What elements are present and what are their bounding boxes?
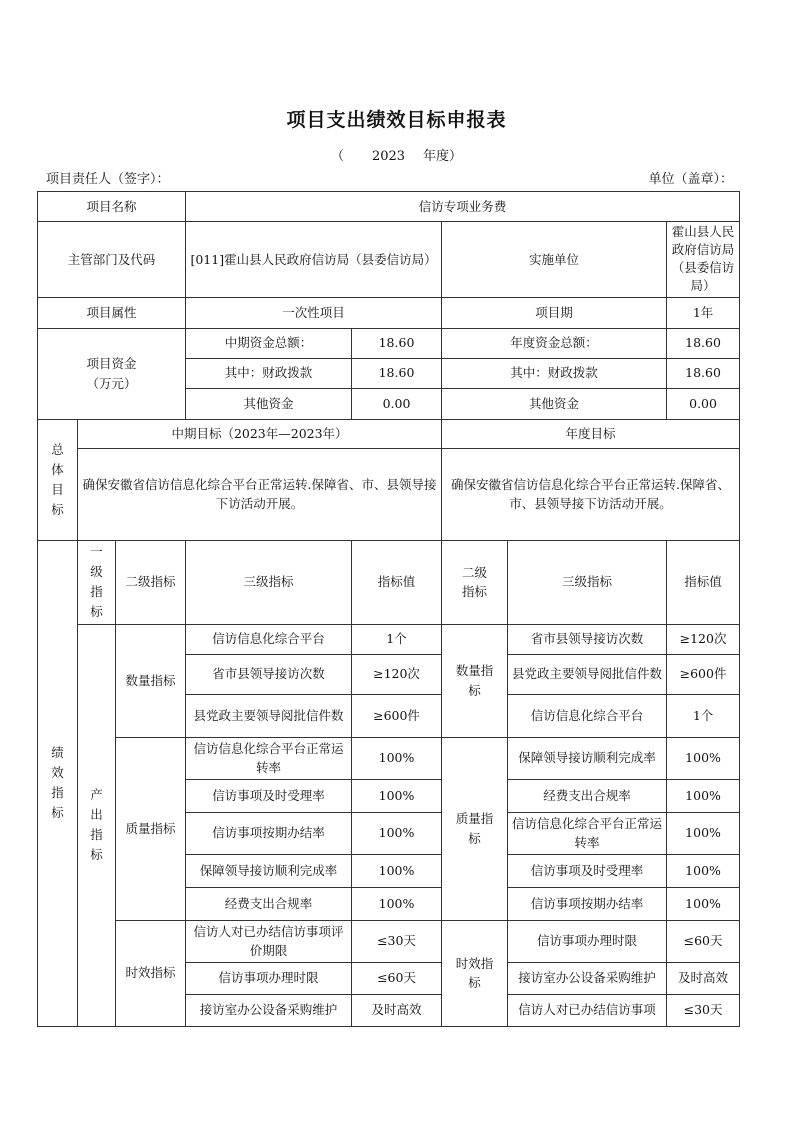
indicators-label-text: 绩效指标 (51, 745, 64, 820)
left-value: 1个 (352, 624, 442, 654)
mid-total-label: 中期资金总额： (186, 328, 352, 358)
left-item: 省市县领导接访次数 (186, 654, 352, 694)
period-label: 项目期 (442, 297, 667, 328)
table-row (38, 624, 740, 654)
level2-header-right (442, 540, 508, 624)
left-value: 100% (352, 854, 442, 887)
right-value: 1个 (667, 694, 740, 737)
right-item: 信访事项办理时限 (508, 920, 667, 962)
indicators-label (38, 540, 78, 1026)
right-value: ≥120次 (667, 624, 740, 654)
funds-label (38, 328, 186, 419)
right-item: 信访人对已办结信访事项 (508, 994, 667, 1026)
year-goal-text: 确保安徽省信访信息化综合平台正常运转.保障省、市、县领导接下访活动开展。 (442, 448, 740, 540)
left-value: 100% (352, 779, 442, 812)
level3-header: 三级指标 (186, 540, 352, 624)
right-item: 经费支出合规率 (508, 779, 667, 812)
leader-label: 项目责任人（签字）： (46, 172, 170, 187)
attr-value: 一次性项目 (186, 297, 442, 328)
value-header-right: 指标值 (667, 540, 740, 624)
left-value: ≥600件 (352, 694, 442, 737)
mid-goal-header: 中期目标（2023年—2023年） (78, 419, 442, 448)
period-value: 1年 (667, 297, 740, 328)
mid-fiscal-label: 其中：财政拨款 (186, 358, 352, 388)
right-item: 信访事项按期办结率 (508, 887, 667, 920)
unit-label: 单位（盖章）： (648, 172, 733, 187)
year-fiscal-label: 其中：财政拨款 (442, 358, 667, 388)
right-item: 信访事项及时受理率 (508, 854, 667, 887)
row-goal-text (38, 448, 740, 540)
impl-value: 霍山县人民政府信访局（县委信访局） (667, 222, 740, 298)
row-indicator-headers (38, 540, 740, 624)
left-value: ≤60天 (352, 962, 442, 994)
value-header: 指标值 (352, 540, 442, 624)
right-value: 100% (667, 737, 740, 779)
group-left-name: 质量指标 (116, 737, 186, 920)
group-left-name: 数量指标 (116, 624, 186, 737)
left-value: 100% (352, 812, 442, 854)
year-line (0, 145, 793, 164)
year-goal-header: 年度目标 (442, 419, 740, 448)
year-other: 0.00 (667, 388, 740, 419)
mid-fiscal: 18.60 (352, 358, 442, 388)
mid-total: 18.60 (352, 328, 442, 358)
right-item: 信访信息化综合平台正常运转率 (508, 812, 667, 854)
left-item: 信访事项办理时限 (186, 962, 352, 994)
row-attr (38, 297, 740, 328)
dept-label: 主管部门及代码 (38, 222, 186, 298)
right-item: 县党政主要领导阅批信件数 (508, 654, 667, 694)
left-value: ≤30天 (352, 920, 442, 962)
performance-table (37, 191, 740, 1027)
left-item: 信访人对已办结信访事项评价期限 (186, 920, 352, 962)
row-project-name (38, 192, 740, 222)
impl-label: 实施单位 (442, 222, 667, 298)
group-right-name-text: 时效指标 (455, 955, 494, 990)
left-item: 信访信息化综合平台 (186, 624, 352, 654)
group-right-name-text: 质量指标 (455, 811, 494, 846)
left-item: 县党政主要领导阅批信件数 (186, 694, 352, 737)
project-name: 信访专项业务费 (186, 192, 740, 222)
dept-value: [011]霍山县人民政府信访局（县委信访局） (186, 222, 442, 298)
goals-label (38, 419, 78, 540)
level2-header: 二级指标 (116, 540, 186, 624)
left-item: 经费支出合规率 (186, 887, 352, 920)
year-fiscal: 18.60 (667, 358, 740, 388)
right-item: 省市县领导接访次数 (508, 624, 667, 654)
left-item: 信访信息化综合平台正常运转率 (186, 737, 352, 779)
group-right-name-text: 数量指标 (455, 663, 494, 698)
left-item: 接访室办公设备采购维护 (186, 994, 352, 1026)
right-item: 保障领导接访顺利完成率 (508, 737, 667, 779)
table-row (38, 737, 740, 779)
right-value: 及时高效 (667, 962, 740, 994)
year-open: （ (330, 149, 344, 164)
left-value: 及时高效 (352, 994, 442, 1026)
right-value: 100% (667, 854, 740, 887)
level1-cell (78, 624, 116, 1026)
right-value: ≤30天 (667, 994, 740, 1026)
goals-label-text: 总体目标 (51, 441, 64, 517)
table-row (38, 920, 740, 962)
group-right-name (442, 920, 508, 1026)
group-left-name: 时效指标 (116, 920, 186, 1026)
funds-label-text: 项目资金（万元） (86, 356, 137, 391)
right-value: ≥600件 (667, 654, 740, 694)
level1-text: 产出指标 (90, 787, 103, 862)
right-item: 接访室办公设备采购维护 (508, 962, 667, 994)
row-funds-total (38, 328, 740, 358)
year-other-label: 其他资金 (442, 388, 667, 419)
attr-label: 项目属性 (38, 297, 186, 328)
right-item: 信访信息化综合平台 (508, 694, 667, 737)
right-value: 100% (667, 812, 740, 854)
year-total-label: 年度资金总额： (442, 328, 667, 358)
page-title: 项目支出绩效目标申报表 (286, 109, 507, 131)
level1-header-text: 一级指标 (90, 544, 103, 619)
mid-goal-text: 确保安徽省信访信息化综合平台正常运转.保障省、市、县领导接下访活动开展。 (78, 448, 442, 540)
level2-header-right-text: 二级指标 (462, 564, 488, 599)
left-item: 信访事项按期办结率 (186, 812, 352, 854)
left-value: ≥120次 (352, 654, 442, 694)
project-name-label: 项目名称 (38, 192, 186, 222)
mid-other-label: 其他资金 (186, 388, 352, 419)
mid-other: 0.00 (352, 388, 442, 419)
right-value: 100% (667, 779, 740, 812)
right-value: ≤60天 (667, 920, 740, 962)
year-total: 18.60 (667, 328, 740, 358)
left-value: 100% (352, 737, 442, 779)
row-goal-headers (38, 419, 740, 448)
year-value: 2023 (371, 149, 406, 164)
level1-header (78, 540, 116, 624)
year-label: 年度） (423, 149, 463, 164)
left-item: 保障领导接访顺利完成率 (186, 854, 352, 887)
level3-header-right: 三级指标 (508, 540, 667, 624)
left-value: 100% (352, 887, 442, 920)
right-value: 100% (667, 887, 740, 920)
group-right-name (442, 737, 508, 920)
left-item: 信访事项及时受理率 (186, 779, 352, 812)
group-right-name (442, 624, 508, 737)
row-department (38, 222, 740, 298)
